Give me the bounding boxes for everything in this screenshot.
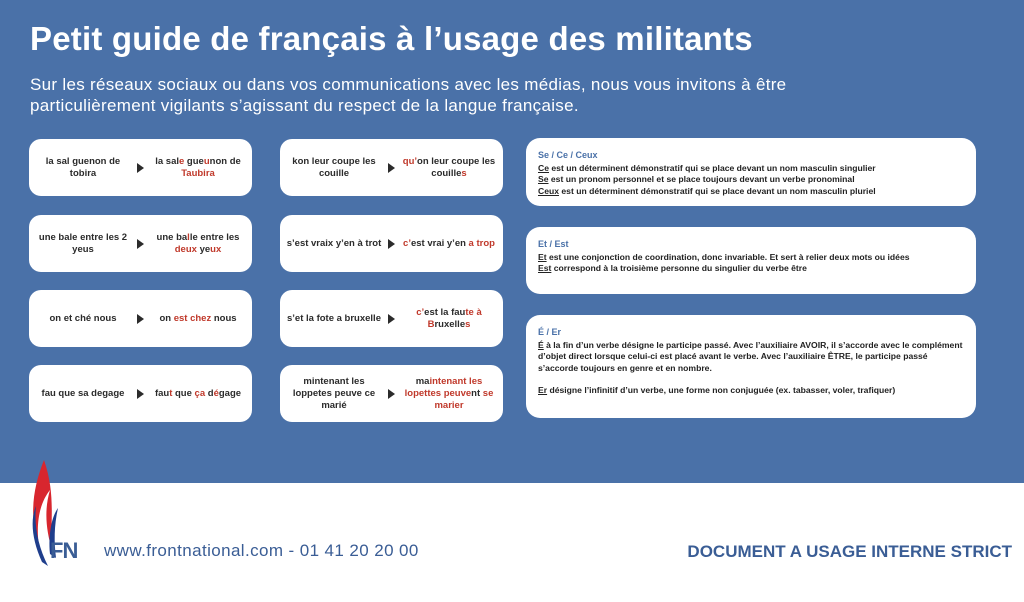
rule-title: É / Er xyxy=(538,327,562,337)
correction-card xyxy=(280,365,503,422)
arrow-right-icon xyxy=(137,389,144,399)
page-title: Petit guide de français à l’usage des militants xyxy=(30,20,753,57)
correct-spelling: la sale gueunon de Taubira xyxy=(155,155,241,179)
page-subtitle xyxy=(30,74,990,116)
rule-line: Er désigne l’infinitif d’un verbe, une forme non conjuguée (ex. tabasser, voler, trafiquer) xyxy=(538,385,896,395)
rule-title: Se / Ce / Ceux xyxy=(538,150,598,160)
wrong-spelling: kon leur coupe les couille xyxy=(292,155,376,179)
rule-box-se-ce-ceux xyxy=(526,138,976,206)
correction-card xyxy=(29,365,252,422)
rule-title: Et / Est xyxy=(538,239,569,249)
correction-card xyxy=(29,139,252,196)
wrong-spelling: mintenant les loppetes peuve ce marié xyxy=(292,375,376,411)
correct-spelling: c’est vrai y’en a trop xyxy=(403,237,495,249)
rule-line: É à la fin d’un verbe désigne le participe passé. Avec l’auxiliaire AVOIR, il s’accorde avec le complément d’objet direct lorsque celui-ci est placé avant le verbe. Avec l’auxiliaire ÊTRE, le participe passé s’accorde toujours en genre et en nombre. xyxy=(538,339,963,373)
wrong-spelling: une bale entre les 2 yeus xyxy=(38,231,128,255)
arrow-right-icon xyxy=(137,239,144,249)
internal-use-notice: DOCUMENT A USAGE INTERNE STRICT xyxy=(687,542,1012,561)
correction-card xyxy=(280,139,503,196)
arrow-right-icon xyxy=(137,314,144,324)
correct-spelling: une balle entre les deux yeux xyxy=(156,231,240,255)
correction-card xyxy=(29,290,252,347)
correct-spelling: faut que ça dégage xyxy=(154,387,242,399)
arrow-right-icon xyxy=(388,389,395,399)
wrong-spelling: s’et la fote a bruxelle xyxy=(287,312,381,324)
rule-line: Et est une conjonction de coordination, donc invariable. Et sert à relier deux mots ou idées xyxy=(538,251,910,262)
subtitle-line-2: particulièrement vigilants s’agissant du respect de la langue française. xyxy=(30,96,579,115)
arrow-right-icon xyxy=(137,163,144,173)
rule-line: Ceux est un déterminent démonstratif qui se place devant un nom masculin pluriel xyxy=(538,185,876,196)
subtitle-line-1: Sur les réseaux sociaux ou dans vos communications avec les médias, nous vous invitons à être xyxy=(30,75,787,94)
wrong-spelling: on et ché nous xyxy=(49,312,117,324)
rule-line: Est correspond à la troisième personne du singulier du verbe être xyxy=(538,263,807,273)
correction-card xyxy=(280,290,503,347)
wrong-spelling: la sal guenon de tobira xyxy=(45,155,121,179)
rule-box-e-er xyxy=(526,315,976,418)
arrow-right-icon xyxy=(388,163,395,173)
correct-spelling: maintenant les lopettes peuvent se marier xyxy=(404,375,494,411)
arrow-right-icon xyxy=(388,314,395,324)
fn-logo-text: FN xyxy=(50,538,78,563)
rule-box-et-est xyxy=(526,227,976,294)
correct-spelling: on est chez nous xyxy=(159,312,237,324)
correct-spelling: qu’on leur coupe les couilles xyxy=(402,155,496,179)
correction-card xyxy=(29,215,252,272)
arrow-right-icon xyxy=(388,239,395,249)
correct-spelling: c’est la faute à Bruxelles xyxy=(416,306,482,330)
wrong-spelling: fau que sa degage xyxy=(41,387,125,399)
wrong-spelling: s’est vraix y’en à trot xyxy=(286,237,382,249)
contact-line: www.frontnational.com - 01 41 20 20 00 xyxy=(104,541,419,560)
rule-line: Ce est un déterminent démonstratif qui se place devant un nom masculin singulier xyxy=(538,162,876,173)
rule-line: Se est un pronom personnel et se place toujours devant un verbe pronominal xyxy=(538,174,855,184)
correction-card xyxy=(280,215,503,272)
